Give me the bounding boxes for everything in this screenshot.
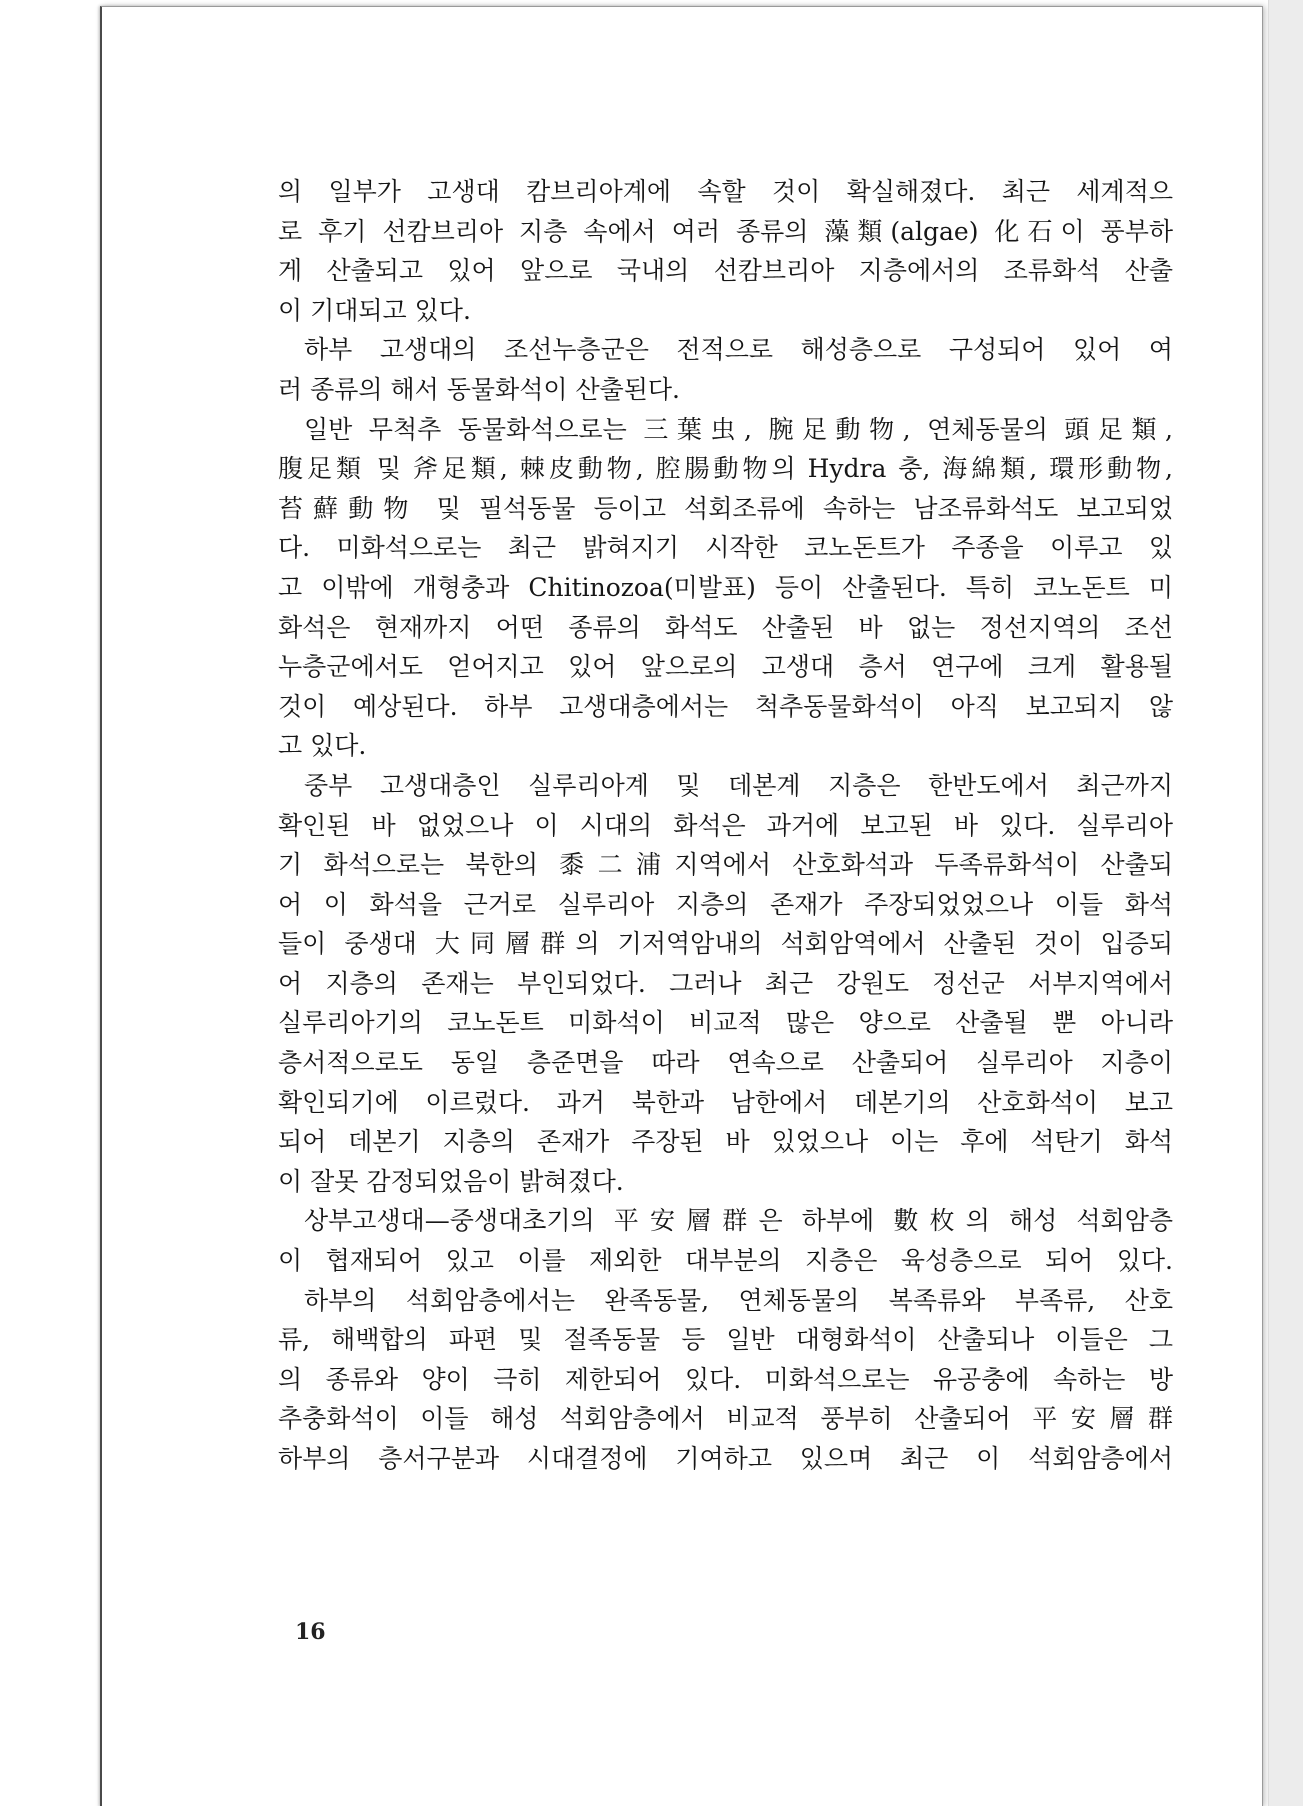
text-line: 추충화석이 이들 해성 석회암층에서 비교적 풍부히 산출되어 平安層群 bbox=[278, 1404, 1173, 1434]
paragraph-first-line: 하부의 석회암층에서는 완족동물, 연체동물의 복족류와 부족류, 산호 bbox=[304, 1285, 1173, 1315]
text-line: 고 있다. bbox=[278, 731, 367, 761]
paragraph-first-line: 하부 고생대의 조선누층군은 전적으로 해성층으로 구성되어 있어 여 bbox=[304, 335, 1173, 365]
text-line: 하부의 층서구분과 시대결정에 기여하고 있으며 최근 이 석회암층에서 bbox=[278, 1444, 1173, 1473]
text-line: 로 후기 선캄브리아 지층 속에서 여러 종류의 藻類(algae) 化石이 풍부하 bbox=[278, 216, 1173, 246]
body-text bbox=[278, 172, 1173, 1479]
text-line: 이 기대되고 있다. bbox=[278, 295, 471, 325]
text-line: 층서적으로도 동일 층준면을 따라 연속으로 산출되어 실루리아 지층이 bbox=[278, 1048, 1173, 1078]
scrollbar-track[interactable] bbox=[1268, 0, 1303, 1806]
text-line: 이 협재되어 있고 이를 제외한 대부분의 지층은 육성층으로 되어 있다. bbox=[278, 1246, 1173, 1276]
text-line: 되어 데본기 지층의 존재가 주장된 바 있었으나 이는 후에 석탄기 화석 bbox=[278, 1127, 1173, 1157]
text-line: 고 이밖에 개형충과 Chitinozoa(미발표) 등이 산출된다. 특히 코노돈트 미 bbox=[278, 572, 1173, 602]
text-line: 것이 예상된다. 하부 고생대층에서는 척추동물화석이 아직 보고되지 않 bbox=[278, 691, 1173, 721]
text-line: 苔蘚動物 및 필석동물 등이고 석회조류에 속하는 남조류화석도 보고되었 bbox=[278, 493, 1173, 523]
text-line: 어 지층의 존재는 부인되었다. 그러나 최근 강원도 정선군 서부지역에서 bbox=[278, 968, 1173, 998]
text-line: 의 일부가 고생대 캄브리아계에 속할 것이 확실해졌다. 최근 세계적으 bbox=[278, 177, 1173, 206]
text-line: 게 산출되고 있어 앞으로 국내의 선캄브리아 지층에서의 조류화석 산출 bbox=[278, 256, 1173, 286]
page-number: 16 bbox=[295, 1619, 326, 1645]
text-line: 이 잘못 감정되었음이 밝혀졌다. bbox=[278, 1166, 624, 1196]
text-line: 실루리아기의 코노돈트 미화석이 비교적 많은 양으로 산출될 뿐 아니라 bbox=[278, 1008, 1173, 1038]
paragraph-first-line: 상부고생대—중생대초기의 平安層群은 하부에 數枚의 해성 석회암층 bbox=[304, 1206, 1173, 1236]
text-line: 러 종류의 해서 동물화석이 산출된다. bbox=[278, 374, 680, 404]
paragraph-first-line: 중부 고생대층인 실루리아계 및 데본계 지층은 한반도에서 최근까지 bbox=[304, 770, 1173, 800]
text-line: 류, 해백합의 파편 및 절족동물 등 일반 대형화석이 산출되나 이들은 그 bbox=[278, 1325, 1173, 1355]
text-line: 다. 미화석으로는 최근 밝혀지기 시작한 코노돈트가 주종을 이루고 있 bbox=[278, 533, 1173, 563]
text-line: 화석은 현재까지 어떤 종류의 화석도 산출된 바 없는 정선지역의 조선 bbox=[278, 612, 1173, 642]
text-line: 기 화석으로는 북한의 黍二浦지역에서 산호화석과 두족류화석이 산출되 bbox=[278, 850, 1173, 880]
text-line: 들이 중생대 大同層群의 기저역암내의 석회암역에서 산출된 것이 입증되 bbox=[278, 929, 1173, 959]
text-line: 확인된 바 없었으나 이 시대의 화석은 과거에 보고된 바 있다. 실루리아 bbox=[278, 810, 1173, 840]
text-line: 의 종류와 양이 극히 제한되어 있다. 미화석으로는 유공충에 속하는 방 bbox=[278, 1364, 1173, 1394]
text-line: 누층군에서도 얻어지고 있어 앞으로의 고생대 층서 연구에 크게 활용될 bbox=[278, 652, 1173, 682]
text-line: 어 이 화석을 근거로 실루리아 지층의 존재가 주장되었었으나 이들 화석 bbox=[278, 889, 1173, 919]
paragraph-first-line: 일반 무척추 동물화석으로는 三葉虫, 腕足動物, 연체동물의 頭足類, bbox=[304, 414, 1173, 444]
text-line: 腹足類 및 斧足類, 棘皮動物, 腔腸動物의 Hydra 충, 海綿類, 環形動物, bbox=[278, 454, 1173, 484]
text-line: 확인되기에 이르렀다. 과거 북한과 남한에서 데본기의 산호화석이 보고 bbox=[278, 1087, 1173, 1117]
